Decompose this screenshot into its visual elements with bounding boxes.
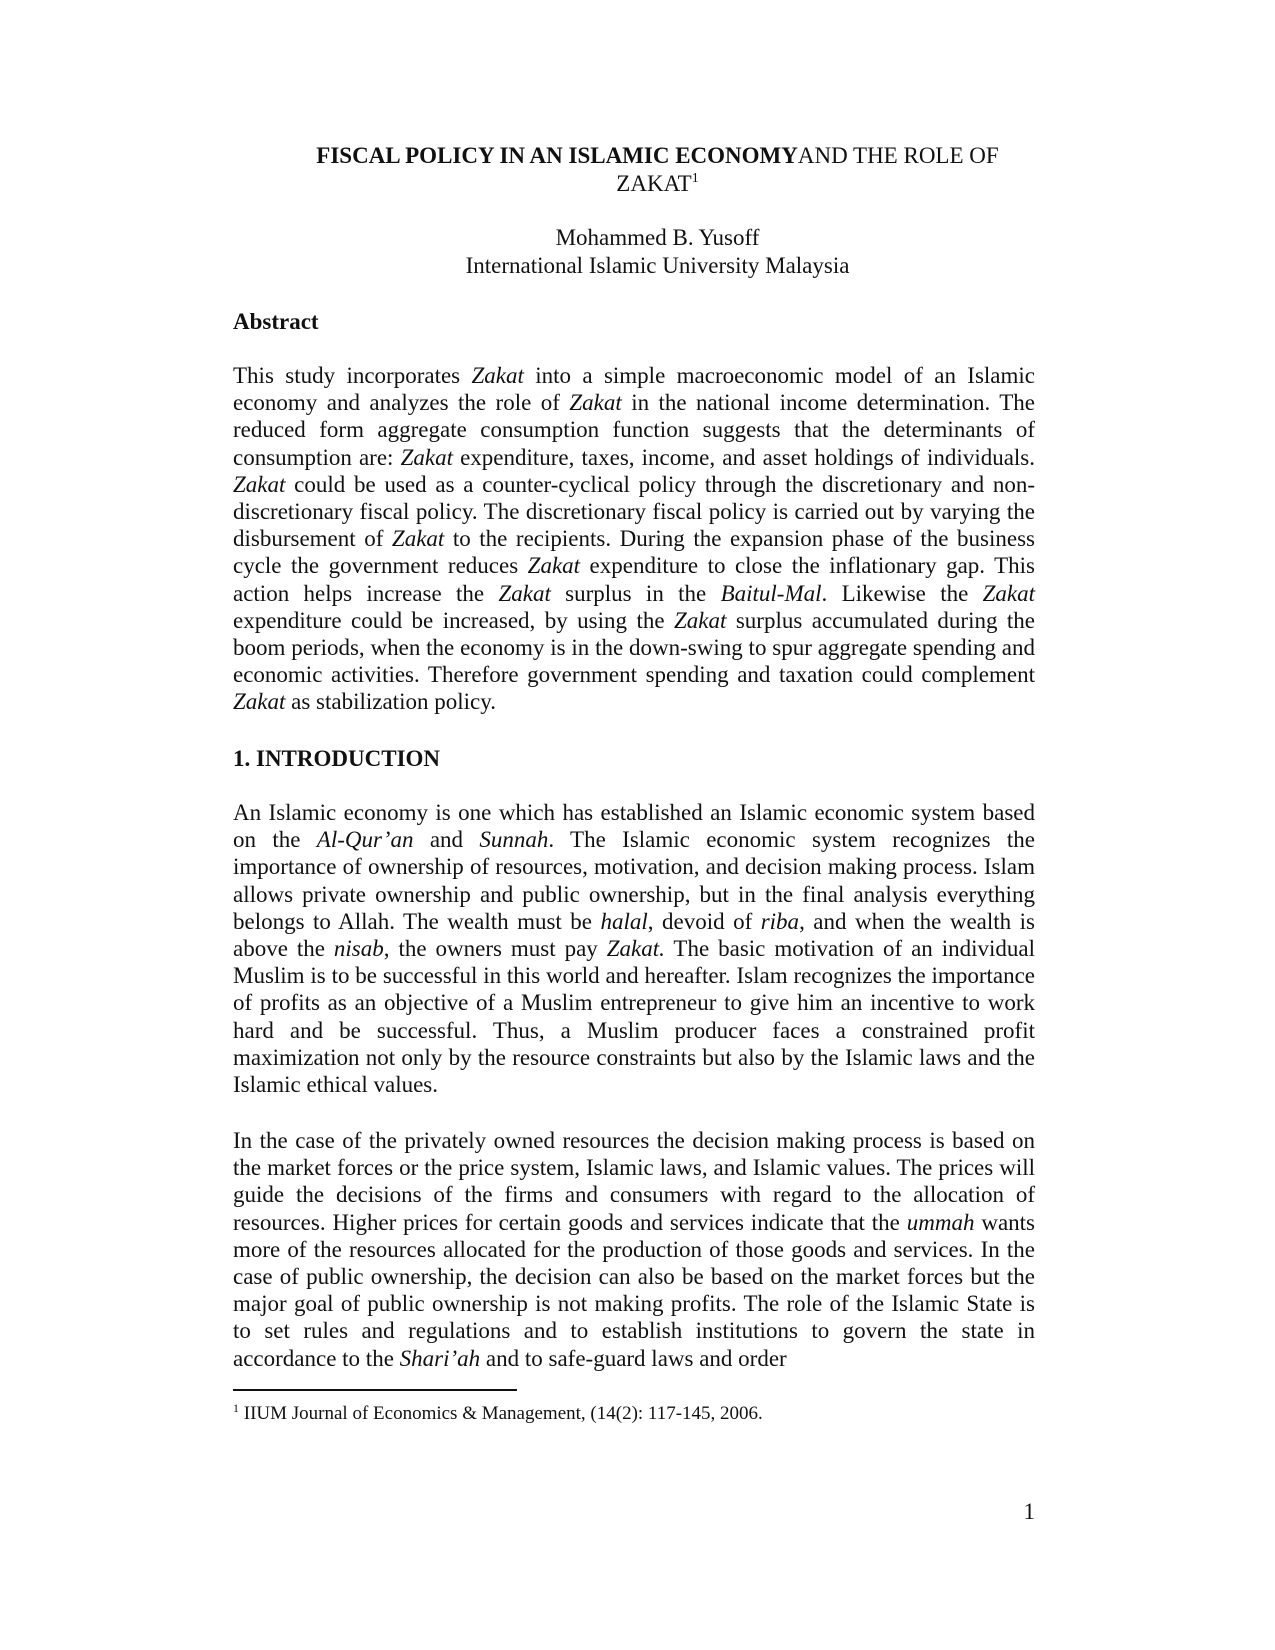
text-run: could be used as a counter-cyclical policy through the discretionary and non-discretionary fiscal policy. The discretionary fiscal policy is carried out by varying the disbursement of [233, 471, 1035, 552]
text-run: The basic motivation of an individual Muslim is to be successful in this world and hereafter. Islam recognizes the importance of profits as an objective of a Muslim entrepreneur to give him an incentive to work hard and be successful. Thus, a Muslim producer faces a constrained profit maximization not only by the resource constraints but also by the Islamic laws and the Islamic ethical values. [233, 936, 1035, 1098]
text-run: expenditure to close the inflationary gap. This action helps increase the [233, 553, 1035, 606]
title-zakat: ZAKAT [616, 171, 692, 196]
text-run: , and when the wealth is above the [233, 908, 1035, 962]
text-run: in the national income determination. The reduced form aggregate consumption function suggests that the determinants of consumption are: [233, 390, 1035, 470]
text-run: to the recipients. During the expansion phase of the business cycle the government reduces [233, 526, 1035, 579]
italic-term: nisab [333, 936, 384, 962]
text-run: expenditure could be increased, by using the [233, 607, 675, 633]
italic-term: riba [760, 908, 800, 934]
footnote [233, 1402, 763, 1426]
text-run: wants more of the resources allocated for the production of those goods and services. In the case of public ownership, the decision can also be based on the market forces but the major goal of public ownership is not making profits. The role of the Islamic State is to set rules and regulations and to establish institutions to govern the state in accordance to the [233, 1209, 1035, 1371]
italic-term: Zakat [569, 390, 622, 416]
abstract-paragraph [233, 362, 1035, 716]
introduction-heading: 1. INTRODUCTION [233, 746, 441, 771]
italic-term: Zakat [400, 444, 453, 470]
italic-term: Zakat [471, 363, 524, 388]
page-number: 1 [1023, 1499, 1035, 1524]
title-line-1 [233, 142, 1082, 170]
text-run: surplus accumulated during the boom periods, when the economy is in the down-swing to spur aggregate spending and economic activities. Therefore government spending and taxation could complement [233, 607, 1035, 688]
italic-term: Zakat [391, 526, 445, 552]
text-run: , devoid of [647, 908, 761, 934]
text-run: and [413, 827, 480, 853]
intro-paragraph-2 [233, 1127, 1035, 1372]
text-run: and to safe-guard laws and order [480, 1345, 787, 1371]
text-run: . The Islamic economic system recognizes the importance of ownership of resources, motivation, and decision making process. Islam allows private ownership and public ownership, but in the final analysis everything belongs to Allah. The wealth must be [233, 827, 1035, 934]
intro-paragraph-1 [233, 799, 1035, 1098]
paper-title [233, 142, 1082, 198]
italic-term: Zakat [233, 471, 286, 497]
text-run: into a simple macroeconomic model of an Islamic economy and analyzes the role of [233, 363, 1035, 416]
italic-term: halal [600, 908, 648, 934]
italic-term: ummah [906, 1209, 975, 1235]
author-name: Mohammed B. Yusoff [555, 225, 760, 250]
author-affiliation: International Islamic University Malaysia [465, 253, 850, 278]
footnote-text: IIUM Journal of Economics & Management, (14(2): 117-145, 2006. [239, 1403, 763, 1424]
text-run: , the owners must pay [383, 936, 607, 962]
title-footnote-marker: 1 [691, 171, 699, 186]
text-run: An Islamic economy is one which has established an Islamic economic system based on the [233, 800, 1035, 853]
italic-term: Zakat [527, 553, 581, 579]
title-bold-part: FISCAL POLICY IN AN ISLAMIC ECONOMY [316, 143, 798, 168]
footnote-divider [233, 1389, 517, 1391]
title-normal-part: AND THE ROLE OF [797, 143, 999, 168]
italic-term: Sunnah [479, 827, 549, 853]
italic-term: Zakat [982, 580, 1035, 606]
abstract-heading: Abstract [233, 309, 319, 334]
text-run: This study incorporates [233, 363, 472, 388]
author-block [233, 224, 1082, 280]
text-run: . Likewise the [821, 580, 983, 606]
italic-term: Zakat [674, 607, 727, 633]
italic-term: Shari’ah [399, 1345, 481, 1371]
italic-term: Zakat. [606, 936, 665, 962]
text-run: surplus in the [550, 580, 721, 606]
text-run: expenditure, taxes, income, and asset holdings of individuals. [452, 444, 1036, 470]
footnote-marker: 1 [233, 1401, 239, 1415]
italic-term: Al-Qur’an [316, 827, 414, 853]
italic-term: Zakat [498, 580, 551, 606]
text-run: In the case of the privately owned resources the decision making process is based on the market forces or the price system, Islamic laws, and Islamic values. The prices will guide the decisions of the firms and consumers with regard to the allocation of resources. Higher prices for certain goods and services indicate that the [233, 1128, 1035, 1235]
title-line-2 [233, 170, 1082, 198]
text-run: as stabilization policy. [285, 689, 496, 715]
italic-term: Baitul-Mal [720, 580, 822, 606]
italic-term: Zakat [233, 689, 286, 715]
